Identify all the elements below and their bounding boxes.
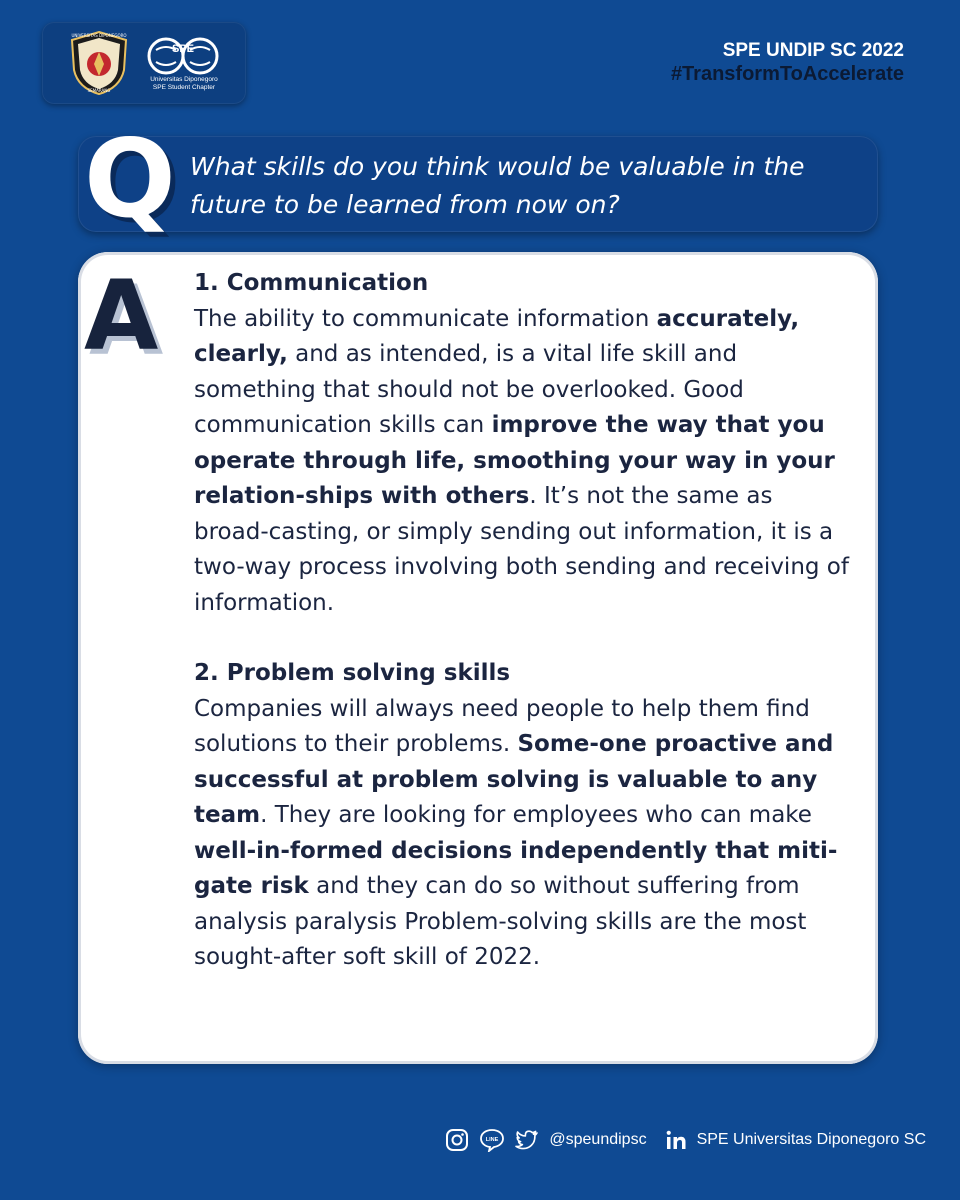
- item2-text-1: Companies will always need people to help them find solutions to their problems.: [194, 695, 810, 757]
- item2-body: [194, 692, 854, 976]
- undip-seal-icon: [68, 30, 130, 96]
- spe-subtitle: [138, 76, 230, 92]
- item2-heading: 2. Problem solving skills: [194, 660, 511, 686]
- seal-top-text: UNIVERSITAS DIPONEGORO: [71, 33, 127, 38]
- answer-panel: [78, 252, 878, 1064]
- item1-text-2: and as intended, is a vital life skill and something that should not be overlooked. Good communication skills can: [194, 341, 744, 438]
- question-letter: Q: [84, 117, 176, 242]
- linkedin-name[interactable]: SPE Universitas Diponegoro SC: [696, 1131, 926, 1148]
- question-text: What skills do you think would be valuable in the future to be learned from now on?: [190, 152, 805, 219]
- seal-bottom-text: SEMARANG: [87, 88, 111, 93]
- item2-bold-2: well-in-formed decisions independently that miti-gate risk: [194, 837, 838, 899]
- header-title-block: [671, 40, 904, 86]
- spe-logo-text: SPE: [171, 43, 195, 55]
- item2-bold-1: Some-one proactive and successful at problem solving is valuable to any team: [194, 731, 834, 828]
- item2-text-2: . They are looking for employees who can make: [260, 802, 812, 828]
- instagram-icon[interactable]: [445, 1128, 469, 1152]
- line-icon-text: LINE: [486, 1137, 499, 1143]
- item1-text-1: The ability to communicate information: [194, 305, 657, 332]
- item-gap: [194, 621, 854, 656]
- social-footer: [445, 1124, 926, 1156]
- answer-letter: A: [84, 260, 159, 372]
- question-panel: [78, 117, 878, 242]
- item2-text-3: and they can do so without suffering from analysis paralysis Problem-solving skills are the most sought-after soft skill of 2022.: [194, 873, 807, 970]
- spe-globe-logo-icon: [146, 36, 220, 76]
- item1-bold-1: accurately, clearly,: [194, 305, 800, 367]
- spe-sub-line-2: SPE Student Chapter: [152, 84, 216, 91]
- item1-text-3: . It’s not the same as broad-casting, or simply sending out information, it is a two-way process involving both sending and receiving of information.: [194, 483, 849, 616]
- spe-sub-line-1: Universitas Diponegoro: [150, 76, 218, 83]
- item1-body: [194, 302, 854, 622]
- hashtag: #TransformToAccelerate: [670, 63, 904, 85]
- event-title: SPE UNDIP SC 2022: [722, 40, 904, 61]
- twitter-icon[interactable]: [515, 1129, 539, 1151]
- linkedin-icon[interactable]: [665, 1129, 687, 1151]
- item1-bold-2: improve the way that you operate through life, smoothing your way in your relation-ships with others: [194, 412, 835, 509]
- item1-heading: 1. Communication: [194, 270, 429, 296]
- logo-panel: [42, 22, 246, 104]
- twitter-handle[interactable]: @speundipsc: [549, 1131, 647, 1148]
- answer-content: [194, 266, 854, 976]
- line-icon[interactable]: [479, 1128, 505, 1152]
